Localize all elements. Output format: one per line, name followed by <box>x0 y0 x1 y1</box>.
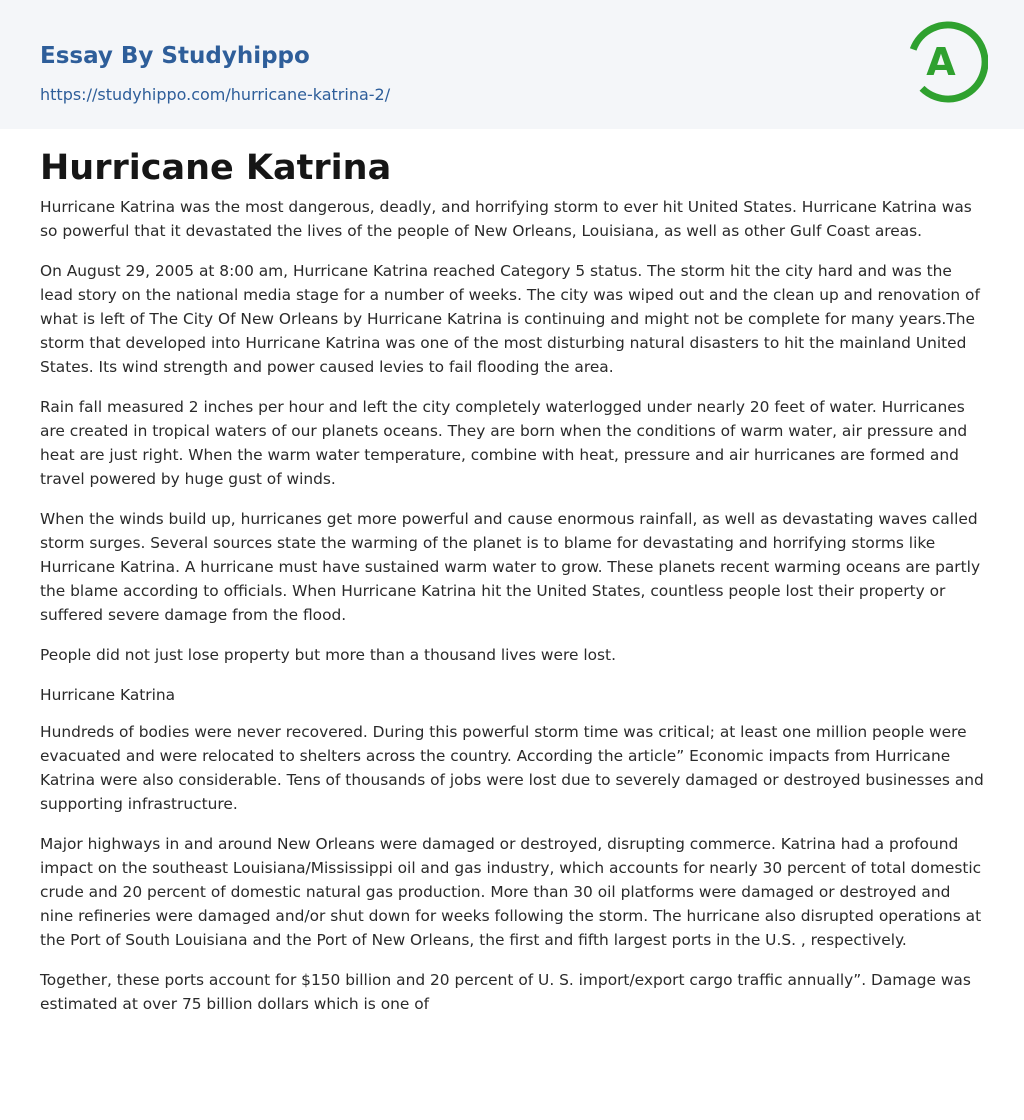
essay-paragraph-4: When the winds build up, hurricanes get more powerful and cause enormous rainfall, as well as devastating waves called storm surges. Several sources state the warming of the planet is to blame for devastating and horrifying storms like Hurricane Katrina. A hurricane must have sustained warm water to grow. These planets recent warming oceans are partly the blame according to officials. When Hurricane Katrina hit the United States, countless people lost their property or suffered severe damage from the flood. <box>40 510 981 624</box>
essay-paragraph-7: Major highways in and around New Orleans were damaged or destroyed, disrupting commerce. Katrina had a profound impact on the southeast Louisiana/Mississippi oil and gas industry, which accounts for nearly 30 percent of total domestic crude and 20 percent of domestic natural gas production. More than 30 oil platforms were damaged or destroyed and nine refineries were damaged and/or shut down for weeks following the storm. The hurricane also disrupted operations at the Port of South Louisiana and the Port of New Orleans, the first and fifth largest ports in the U.S. , respectively. <box>40 835 982 949</box>
essay-content <box>40 145 988 1032</box>
logo-letter: A <box>926 40 956 84</box>
studyhippo-logo-icon[interactable] <box>908 18 988 106</box>
essay-paragraph-3: Rain fall measured 2 inches per hour and left the city completely waterlogged under nearly 20 feet of water. Hurricanes are created in tropical waters of our planets oceans. They are born when the conditions of warm water, air pressure and heat are just right. When the warm water temperature, combine with heat, pressure and air hurricanes are formed and travel powered by huge gust of winds. <box>40 398 968 488</box>
site-header <box>0 0 1024 129</box>
brand-title[interactable]: Essay By Studyhippo <box>40 43 310 69</box>
essay-paragraph-8: Together, these ports account for $150 billion and 20 percent of U. S. import/export cargo traffic annually”. Damage was estimated at over 75 billion dollars which is one of <box>40 971 971 1013</box>
essay-subheading: Hurricane Katrina <box>40 686 176 704</box>
essay-paragraph-2: On August 29, 2005 at 8:00 am, Hurricane Katrina reached Category 5 status. The storm hit the city hard and was the lead story on the national media stage for a number of weeks. The city was wiped out and the clean up and renovation of what is left of The City Of New Orleans by Hurricane Katrina is continuing and might not be complete for many years.The storm that developed into Hurricane Katrina was one of the most disturbing natural disasters to hit the mainland United States. Its wind strength and power caused levies to fail flooding the area. <box>40 262 980 376</box>
essay-paragraph-6: Hundreds of bodies were never recovered. During this powerful storm time was critical; at least one million people were evacuated and were relocated to shelters across the country. According the article” Economic impacts from Hurricane Katrina were also considerable. Tens of thousands of jobs were lost due to severely damaged or destroyed businesses and supporting infrastructure. <box>40 723 984 813</box>
essay-title: Hurricane Katrina <box>40 148 392 188</box>
essay-paragraph-1: Hurricane Katrina was the most dangerous, deadly, and horrifying storm to ever hit United States. Hurricane Katrina was so powerful that it devastated the lives of the people of New Orleans, Louisiana, as well as other Gulf Coast areas. <box>40 198 972 240</box>
essay-paragraph-5: People did not just lose property but more than a thousand lives were lost. <box>40 646 616 664</box>
essay-url-link[interactable]: https://studyhippo.com/hurricane-katrina-2/ <box>40 85 391 104</box>
